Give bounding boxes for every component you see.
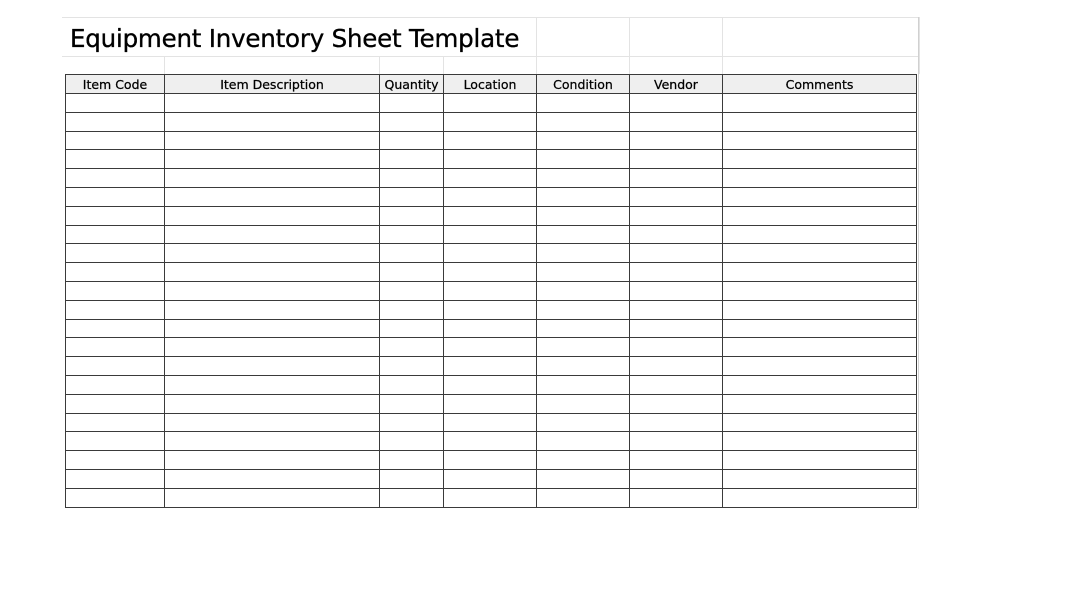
quantity-cell[interactable] (380, 169, 444, 188)
vendor-cell[interactable] (630, 206, 723, 225)
location-cell[interactable] (444, 244, 537, 263)
title-gridline (629, 17, 630, 74)
table-row (66, 131, 917, 150)
column-header-condition[interactable]: Condition (537, 75, 630, 94)
vendor-cell[interactable] (630, 225, 723, 244)
table-row (66, 225, 917, 244)
item-code-cell[interactable] (66, 319, 165, 338)
condition-cell[interactable] (537, 319, 630, 338)
condition-cell[interactable] (537, 206, 630, 225)
vendor-cell[interactable] (630, 131, 723, 150)
column-header-item-code[interactable]: Item Code (66, 75, 165, 94)
item-description-cell[interactable] (165, 338, 380, 357)
sheet-edge (918, 17, 919, 509)
quantity-cell[interactable] (380, 300, 444, 319)
quantity-cell[interactable] (380, 206, 444, 225)
table-row (66, 394, 917, 413)
vendor-cell[interactable] (630, 469, 723, 488)
item-description-cell[interactable] (165, 432, 380, 451)
vendor-cell[interactable] (630, 94, 723, 113)
table-row (66, 357, 917, 376)
title-gridline (62, 56, 920, 57)
comments-cell[interactable] (723, 281, 917, 300)
item-description-cell[interactable] (165, 300, 380, 319)
location-cell[interactable] (444, 131, 537, 150)
comments-cell[interactable] (723, 187, 917, 206)
vendor-cell[interactable] (630, 244, 723, 263)
item-code-cell[interactable] (66, 244, 165, 263)
condition-cell[interactable] (537, 488, 630, 507)
location-cell[interactable] (444, 300, 537, 319)
table-row (66, 244, 917, 263)
column-header-quantity[interactable]: Quantity (380, 75, 444, 94)
item-code-cell[interactable] (66, 263, 165, 282)
item-description-cell[interactable] (165, 488, 380, 507)
item-code-cell[interactable] (66, 413, 165, 432)
gap-gridline (443, 57, 444, 75)
item-description-cell[interactable] (165, 413, 380, 432)
comments-cell[interactable] (723, 131, 917, 150)
location-cell[interactable] (444, 225, 537, 244)
location-cell[interactable] (444, 357, 537, 376)
location-cell[interactable] (444, 187, 537, 206)
quantity-cell[interactable] (380, 488, 444, 507)
item-description-cell[interactable] (165, 225, 380, 244)
table-row (66, 206, 917, 225)
location-cell[interactable] (444, 319, 537, 338)
vendor-cell[interactable] (630, 338, 723, 357)
item-description-cell[interactable] (165, 244, 380, 263)
item-code-cell[interactable] (66, 469, 165, 488)
location-cell[interactable] (444, 413, 537, 432)
quantity-cell[interactable] (380, 357, 444, 376)
comments-cell[interactable] (723, 225, 917, 244)
vendor-cell[interactable] (630, 263, 723, 282)
quantity-cell[interactable] (380, 112, 444, 131)
table-row (66, 375, 917, 394)
item-description-cell[interactable] (165, 263, 380, 282)
vendor-cell[interactable] (630, 394, 723, 413)
item-code-cell[interactable] (66, 131, 165, 150)
condition-cell[interactable] (537, 432, 630, 451)
condition-cell[interactable] (537, 169, 630, 188)
column-header-comments[interactable]: Comments (723, 75, 917, 94)
vendor-cell[interactable] (630, 432, 723, 451)
sheet-title: Equipment Inventory Sheet Template (70, 24, 520, 53)
item-description-cell[interactable] (165, 169, 380, 188)
condition-cell[interactable] (537, 300, 630, 319)
item-code-cell[interactable] (66, 225, 165, 244)
header-row (66, 75, 917, 94)
quantity-cell[interactable] (380, 150, 444, 169)
comments-cell[interactable] (723, 432, 917, 451)
condition-cell[interactable] (537, 394, 630, 413)
table-row (66, 413, 917, 432)
location-cell[interactable] (444, 469, 537, 488)
item-description-cell[interactable] (165, 394, 380, 413)
quantity-cell[interactable] (380, 94, 444, 113)
item-description-cell[interactable] (165, 375, 380, 394)
comments-cell[interactable] (723, 150, 917, 169)
item-description-cell[interactable] (165, 131, 380, 150)
column-header-location[interactable]: Location (444, 75, 537, 94)
item-description-cell[interactable] (165, 281, 380, 300)
item-code-cell[interactable] (66, 488, 165, 507)
table-row (66, 112, 917, 131)
condition-cell[interactable] (537, 263, 630, 282)
quantity-cell[interactable] (380, 281, 444, 300)
location-cell[interactable] (444, 263, 537, 282)
item-code-cell[interactable] (66, 150, 165, 169)
item-description-cell[interactable] (165, 357, 380, 376)
comments-cell[interactable] (723, 319, 917, 338)
comments-cell[interactable] (723, 206, 917, 225)
condition-cell[interactable] (537, 338, 630, 357)
item-code-cell[interactable] (66, 187, 165, 206)
location-cell[interactable] (444, 206, 537, 225)
item-code-cell[interactable] (66, 206, 165, 225)
condition-cell[interactable] (537, 225, 630, 244)
quantity-cell[interactable] (380, 432, 444, 451)
inventory-table (65, 74, 917, 508)
comments-cell[interactable] (723, 338, 917, 357)
quantity-cell[interactable] (380, 451, 444, 470)
condition-cell[interactable] (537, 281, 630, 300)
location-cell[interactable] (444, 338, 537, 357)
table-row (66, 150, 917, 169)
comments-cell[interactable] (723, 94, 917, 113)
item-code-cell[interactable] (66, 338, 165, 357)
condition-cell[interactable] (537, 150, 630, 169)
item-description-cell[interactable] (165, 150, 380, 169)
table-row (66, 319, 917, 338)
condition-cell[interactable] (537, 112, 630, 131)
item-code-cell[interactable] (66, 281, 165, 300)
comments-cell[interactable] (723, 357, 917, 376)
item-code-cell[interactable] (66, 451, 165, 470)
vendor-cell[interactable] (630, 451, 723, 470)
item-code-cell[interactable] (66, 375, 165, 394)
comments-cell[interactable] (723, 375, 917, 394)
quantity-cell[interactable] (380, 319, 444, 338)
item-code-cell[interactable] (66, 300, 165, 319)
quantity-cell[interactable] (380, 338, 444, 357)
table-row (66, 187, 917, 206)
location-cell[interactable] (444, 94, 537, 113)
comments-cell[interactable] (723, 469, 917, 488)
vendor-cell[interactable] (630, 281, 723, 300)
location-cell[interactable] (444, 488, 537, 507)
vendor-cell[interactable] (630, 112, 723, 131)
comments-cell[interactable] (723, 300, 917, 319)
location-cell[interactable] (444, 432, 537, 451)
comments-cell[interactable] (723, 112, 917, 131)
table-row (66, 169, 917, 188)
table-row (66, 94, 917, 113)
location-cell[interactable] (444, 112, 537, 131)
table-row (66, 300, 917, 319)
vendor-cell[interactable] (630, 300, 723, 319)
comments-cell[interactable] (723, 488, 917, 507)
item-description-cell[interactable] (165, 187, 380, 206)
location-cell[interactable] (444, 375, 537, 394)
vendor-cell[interactable] (630, 319, 723, 338)
quantity-cell[interactable] (380, 244, 444, 263)
item-description-cell[interactable] (165, 112, 380, 131)
vendor-cell[interactable] (630, 357, 723, 376)
vendor-cell[interactable] (630, 150, 723, 169)
title-gridline (536, 17, 537, 74)
item-description-cell[interactable] (165, 94, 380, 113)
table-row (66, 451, 917, 470)
table-row (66, 488, 917, 507)
inventory-sheet (62, 17, 920, 509)
location-cell[interactable] (444, 394, 537, 413)
quantity-cell[interactable] (380, 469, 444, 488)
condition-cell[interactable] (537, 244, 630, 263)
condition-cell[interactable] (537, 451, 630, 470)
item-code-cell[interactable] (66, 394, 165, 413)
column-header-item-description[interactable]: Item Description (165, 75, 380, 94)
location-cell[interactable] (444, 150, 537, 169)
table-row (66, 281, 917, 300)
vendor-cell[interactable] (630, 187, 723, 206)
comments-cell[interactable] (723, 263, 917, 282)
location-cell[interactable] (444, 281, 537, 300)
item-code-cell[interactable] (66, 357, 165, 376)
gap-gridline (164, 57, 165, 75)
quantity-cell[interactable] (380, 413, 444, 432)
comments-cell[interactable] (723, 394, 917, 413)
column-header-vendor[interactable]: Vendor (630, 75, 723, 94)
condition-cell[interactable] (537, 131, 630, 150)
item-description-cell[interactable] (165, 206, 380, 225)
quantity-cell[interactable] (380, 131, 444, 150)
quantity-cell[interactable] (380, 225, 444, 244)
table-body (66, 94, 917, 508)
item-code-cell[interactable] (66, 94, 165, 113)
location-cell[interactable] (444, 451, 537, 470)
condition-cell[interactable] (537, 469, 630, 488)
item-code-cell[interactable] (66, 169, 165, 188)
quantity-cell[interactable] (380, 187, 444, 206)
comments-cell[interactable] (723, 244, 917, 263)
item-description-cell[interactable] (165, 469, 380, 488)
location-cell[interactable] (444, 169, 537, 188)
table-row (66, 432, 917, 451)
gap-gridline (379, 57, 380, 75)
condition-cell[interactable] (537, 375, 630, 394)
condition-cell[interactable] (537, 187, 630, 206)
table-row (66, 263, 917, 282)
title-gridline (722, 17, 723, 74)
quantity-cell[interactable] (380, 375, 444, 394)
comments-cell[interactable] (723, 413, 917, 432)
comments-cell[interactable] (723, 169, 917, 188)
item-description-cell[interactable] (165, 451, 380, 470)
vendor-cell[interactable] (630, 375, 723, 394)
comments-cell[interactable] (723, 451, 917, 470)
table-row (66, 469, 917, 488)
quantity-cell[interactable] (380, 394, 444, 413)
item-code-cell[interactable] (66, 112, 165, 131)
vendor-cell[interactable] (630, 488, 723, 507)
quantity-cell[interactable] (380, 263, 444, 282)
vendor-cell[interactable] (630, 169, 723, 188)
condition-cell[interactable] (537, 413, 630, 432)
item-code-cell[interactable] (66, 432, 165, 451)
table-row (66, 338, 917, 357)
condition-cell[interactable] (537, 94, 630, 113)
item-description-cell[interactable] (165, 319, 380, 338)
condition-cell[interactable] (537, 357, 630, 376)
vendor-cell[interactable] (630, 413, 723, 432)
